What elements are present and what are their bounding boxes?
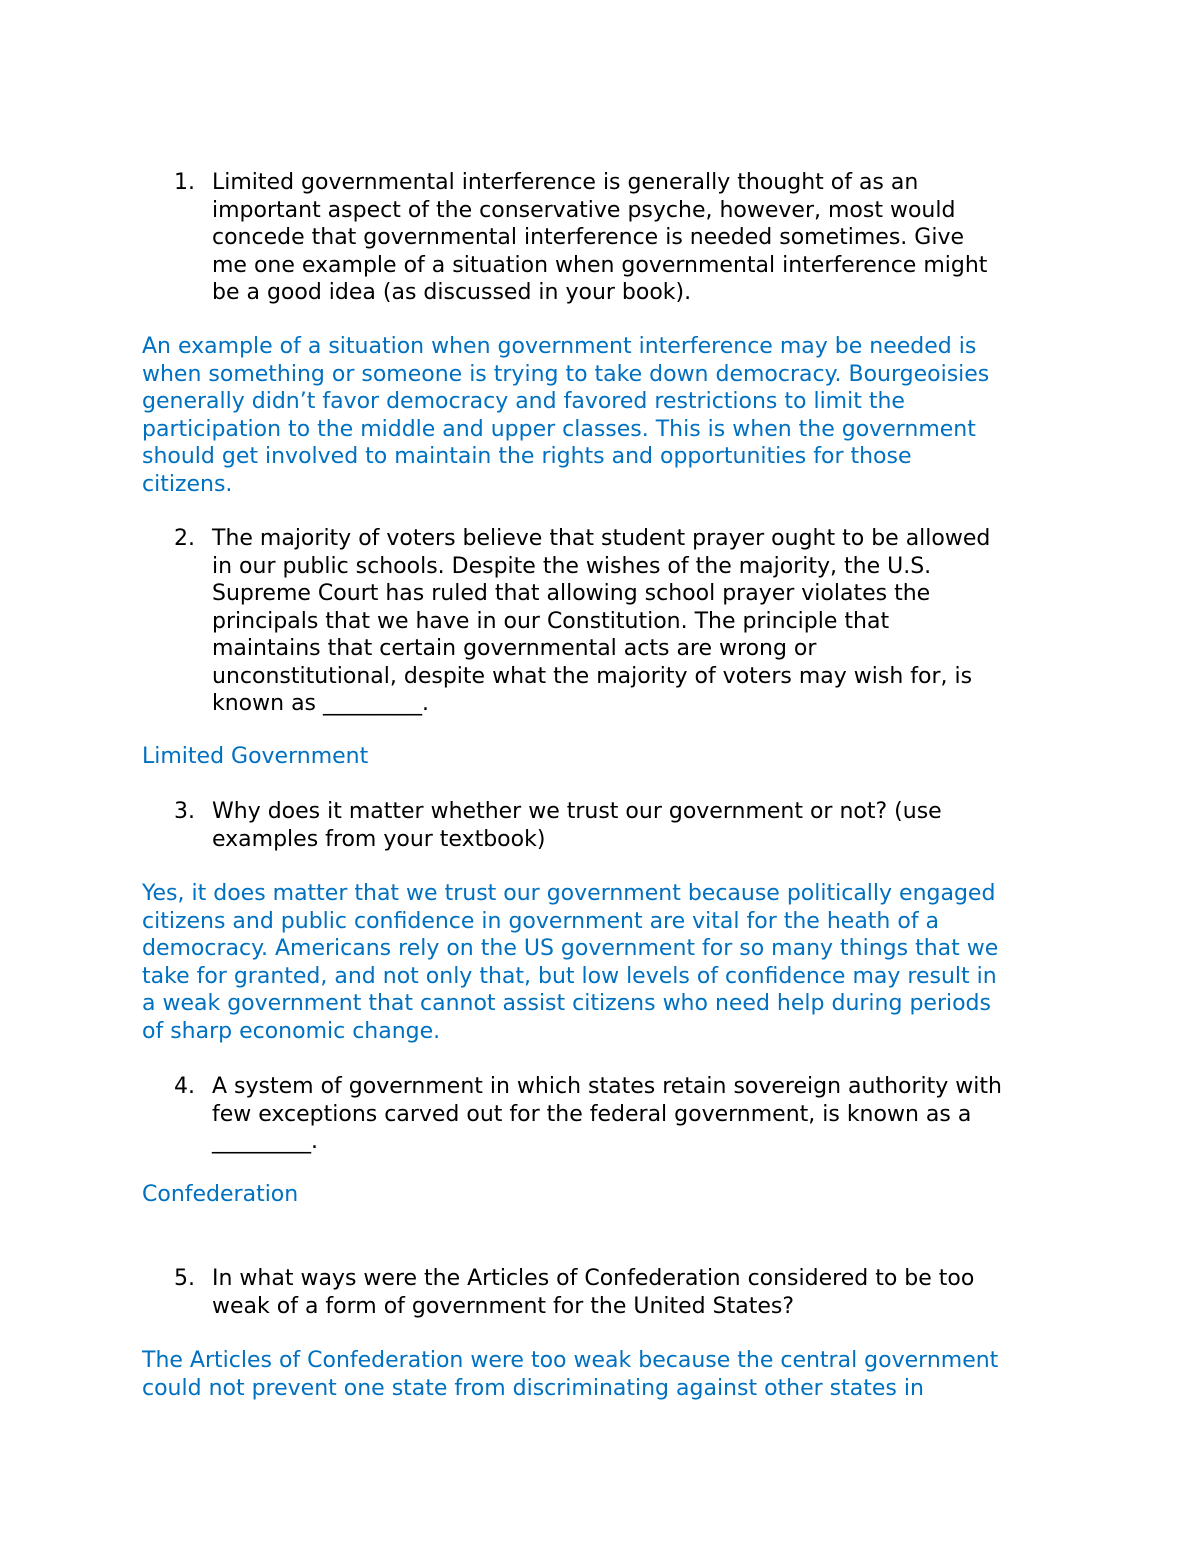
- answer-1: An example of a situation when government interference may be needed is when something or someone is trying to take down democracy. Bourgeoisies generally didn’t favor democracy and favored restrictions to limit the participation to the middle and upper classes. This is when the government should get involved to maintain the rights and opportunities for those citizens.: [142, 334, 990, 497]
- question-4: [174, 1073, 1074, 1156]
- question-3: [174, 798, 1074, 853]
- question-number: 5.: [174, 1266, 195, 1291]
- question-text: In what ways were the Articles of Confederation considered to be too weak of a form of government for the United States?: [212, 1266, 975, 1319]
- question-5: [174, 1265, 1074, 1320]
- question-text: Limited governmental interference is generally thought of as an important aspect of the conservative psyche, however, most would concede that governmental interference is needed sometimes. Give me one example of a situation when governmental interference might be a good idea (as discussed in your book).: [212, 170, 988, 305]
- answer-3: Yes, it does matter that we trust our government because politically engaged citizens and public confidence in government are vital for the heath of a democracy. Americans rely on the US government for so many things that we take for granted, and not only that, but low levels of confidence may result in a weak government that cannot assist citizens who need help during periods of sharp economic change.: [142, 881, 999, 1044]
- question-number: 2.: [174, 526, 195, 551]
- question-1: [174, 169, 1074, 307]
- question-number: 4.: [174, 1074, 195, 1099]
- question-text: A system of government in which states retain sovereign authority with few exceptions carved out for the federal government, is known as a _________.: [212, 1074, 1002, 1154]
- answer-2: Limited Government: [142, 744, 369, 769]
- question-text: Why does it matter whether we trust our government or not? (use examples from your textbook): [212, 799, 942, 852]
- question-number: 1.: [174, 170, 195, 195]
- answer-4: Confederation: [142, 1182, 299, 1207]
- answer-5: The Articles of Confederation were too weak because the central government could not prevent one state from discriminating against other states in: [142, 1348, 999, 1401]
- question-number: 3.: [174, 799, 195, 824]
- question-2: [174, 525, 1074, 718]
- question-text: The majority of voters believe that student prayer ought to be allowed in our public schools. Despite the wishes of the majority, the U.S. Supreme Court has ruled that allowing school prayer violates the principals that we have in our Constitution. The principle that maintains that certain governmental acts are wrong or unconstitutional, despite what the majority of voters may wish for, is known as _________.: [212, 526, 991, 716]
